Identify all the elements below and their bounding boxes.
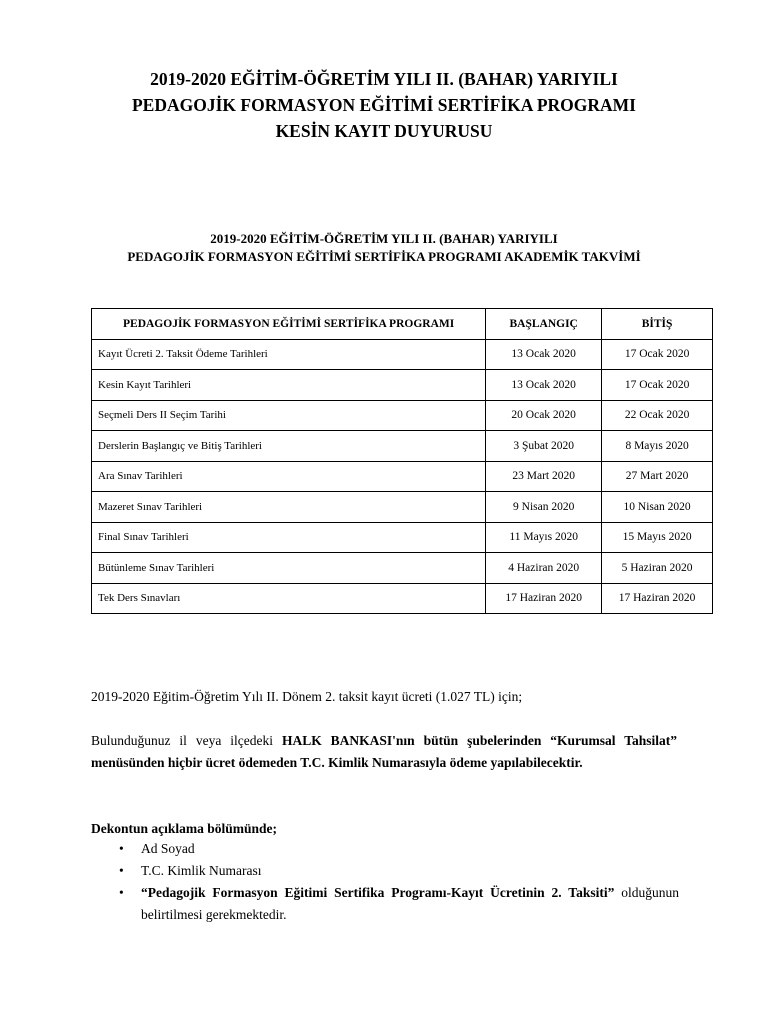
row-label: Kayıt Ücreti 2. Taksit Ödeme Tarihleri <box>92 339 486 370</box>
column-header-program: PEDAGOJİK FORMASYON EĞİTİMİ SERTİFİKA PROGRAMI <box>92 309 486 340</box>
row-label: Seçmeli Ders II Seçim Tarihi <box>92 400 486 431</box>
row-end-date: 17 Haziran 2020 <box>602 583 713 614</box>
row-start-date: 23 Mart 2020 <box>486 461 602 492</box>
receipt-description-heading: Dekontun açıklama bölümünde; <box>91 821 278 836</box>
row-end-date: 22 Ocak 2020 <box>602 400 713 431</box>
receipt-requirements-list <box>91 838 679 926</box>
list-item <box>119 860 679 882</box>
row-end-date: 17 Ocak 2020 <box>602 370 713 401</box>
table-row <box>92 370 713 401</box>
table-header-row <box>92 309 713 340</box>
row-start-date: 20 Ocak 2020 <box>486 400 602 431</box>
row-start-date: 3 Şubat 2020 <box>486 431 602 462</box>
bullet-icon: • <box>119 863 124 878</box>
row-start-date: 4 Haziran 2020 <box>486 553 602 584</box>
row-label: Bütünleme Sınav Tarihleri <box>92 553 486 584</box>
payment-instructions-paragraph <box>91 730 677 774</box>
table-row <box>92 461 713 492</box>
calendar-title-line-2: PEDAGOJİK FORMASYON EĞİTİMİ SERTİFİKA PROGRAMI AKADEMİK TAKVİMİ <box>127 249 641 264</box>
row-end-date: 5 Haziran 2020 <box>602 553 713 584</box>
column-header-end: BİTİŞ <box>602 309 713 340</box>
row-label: Final Sınav Tarihleri <box>92 522 486 553</box>
column-header-start: BAŞLANGIÇ <box>486 309 602 340</box>
announcement-title <box>0 66 768 144</box>
row-end-date: 17 Ocak 2020 <box>602 339 713 370</box>
calendar-title <box>0 230 768 266</box>
bullet-icon: • <box>119 885 124 900</box>
title-line-2: PEDAGOJİK FORMASYON EĞİTİMİ SERTİFİKA PROGRAMI <box>131 95 636 115</box>
list-item-bold-text: “Pedagojik Formasyon Eğitimi Sertifika Programı-Kayıt Ücretinin 2. Taksiti” <box>141 885 615 900</box>
row-end-date: 27 Mart 2020 <box>602 461 713 492</box>
table-row <box>92 553 713 584</box>
payment-instructions-bold: HALK BANKASI'nın bütün şubelerinden “Kurumsal Tahsilat” menüsünden hiçbir ücret ödemeden T.C. Kimlik Numarasıyla ödeme yapılabilecektir. <box>91 733 677 770</box>
academic-calendar-table <box>91 308 713 614</box>
title-line-1: 2019-2020 EĞİTİM-ÖĞRETİM YILI II. (BAHAR) YARIYILI <box>150 69 618 89</box>
list-item <box>119 882 679 926</box>
list-item-text: T.C. Kimlik Numarası <box>141 863 262 878</box>
list-item <box>119 838 679 860</box>
row-label: Mazeret Sınav Tarihleri <box>92 492 486 523</box>
row-start-date: 11 Mayıs 2020 <box>486 522 602 553</box>
table-row <box>92 400 713 431</box>
row-label: Tek Ders Sınavları <box>92 583 486 614</box>
table-row <box>92 431 713 462</box>
row-start-date: 13 Ocak 2020 <box>486 370 602 401</box>
list-item-text: Ad Soyad <box>141 841 195 856</box>
table-row <box>92 583 713 614</box>
bullet-icon: • <box>119 841 124 856</box>
row-start-date: 13 Ocak 2020 <box>486 339 602 370</box>
row-start-date: 17 Haziran 2020 <box>486 583 602 614</box>
row-start-date: 9 Nisan 2020 <box>486 492 602 523</box>
title-line-3: KESİN KAYIT DUYURUSU <box>275 121 493 141</box>
payment-instructions-intro: Bulunduğunuz il veya ilçedeki <box>91 733 282 748</box>
row-end-date: 10 Nisan 2020 <box>602 492 713 523</box>
list-item-rest-text: olduğunun belirtilmesi gerekmektedir. <box>141 885 679 922</box>
list-item-text <box>141 882 679 926</box>
row-label: Ara Sınav Tarihleri <box>92 461 486 492</box>
calendar-title-line-1: 2019-2020 EĞİTİM-ÖĞRETİM YILI II. (BAHAR) YARIYILI <box>210 231 558 246</box>
row-label: Derslerin Başlangıç ve Bitiş Tarihleri <box>92 431 486 462</box>
fee-paragraph: 2019-2020 Eğitim-Öğretim Yılı II. Dönem 2. taksit kayıt ücreti (1.027 TL) için; <box>91 689 523 704</box>
row-label: Kesin Kayıt Tarihleri <box>92 370 486 401</box>
table-row <box>92 339 713 370</box>
table-row <box>92 492 713 523</box>
table-row <box>92 522 713 553</box>
row-end-date: 15 Mayıs 2020 <box>602 522 713 553</box>
row-end-date: 8 Mayıs 2020 <box>602 431 713 462</box>
